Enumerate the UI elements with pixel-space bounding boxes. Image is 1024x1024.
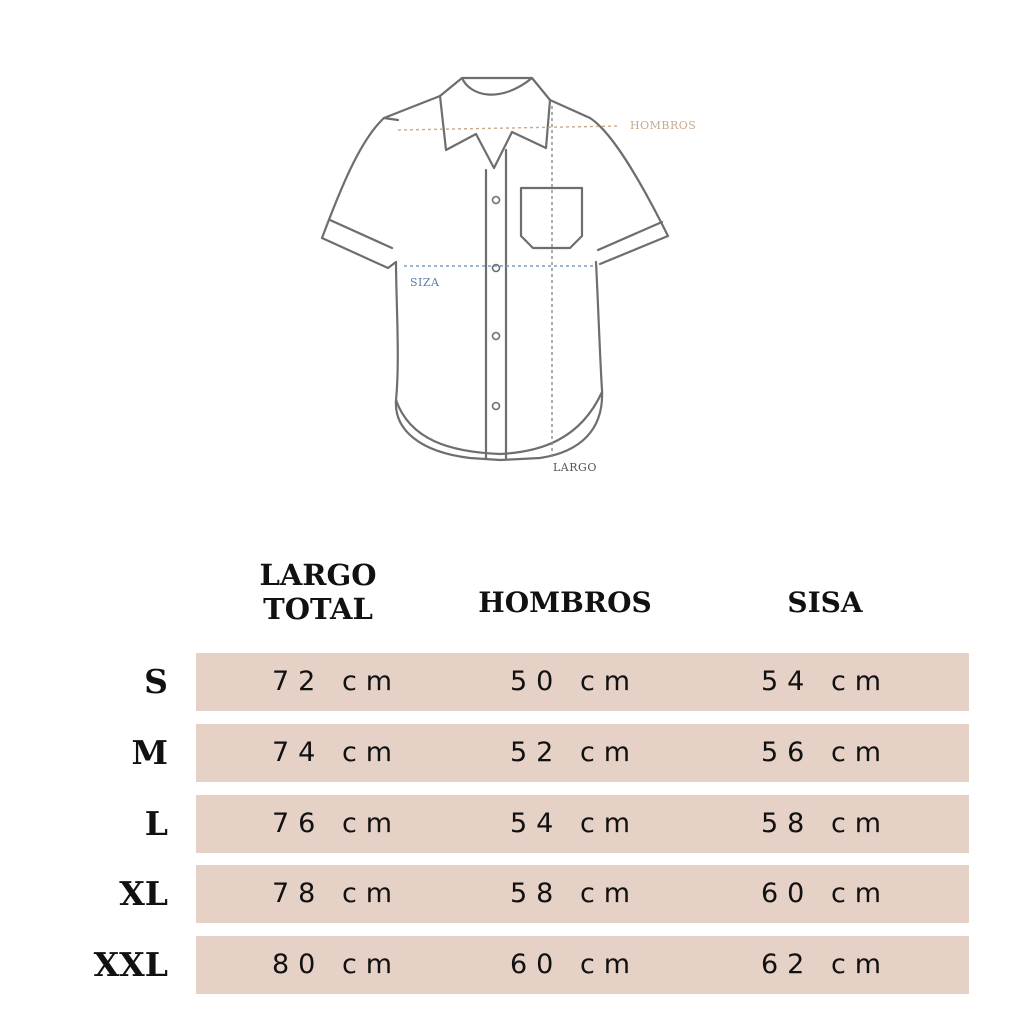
size-label: S bbox=[144, 662, 168, 701]
sisa-value: 58 cm bbox=[761, 808, 891, 839]
right-shoulder bbox=[550, 100, 590, 118]
hombros-value: 54 cm bbox=[510, 808, 640, 839]
sisa-value: 54 cm bbox=[761, 666, 891, 697]
left-body-side bbox=[396, 262, 500, 460]
hombros-guide bbox=[398, 126, 620, 130]
largo-value: 78 cm bbox=[272, 878, 402, 909]
size-row-xxl bbox=[0, 936, 1024, 994]
largo-value: 76 cm bbox=[272, 808, 402, 839]
hombros-value: 60 cm bbox=[510, 949, 640, 980]
size-label: XL bbox=[119, 874, 168, 913]
button-1 bbox=[493, 197, 500, 204]
hombros-label: HOMBROS bbox=[630, 119, 697, 132]
hombros-value: 52 cm bbox=[510, 737, 640, 768]
sisa-value: 62 cm bbox=[761, 949, 891, 980]
header-sisa: SISA bbox=[787, 586, 863, 619]
right-body-side bbox=[500, 262, 602, 460]
largo-label: LARGO bbox=[553, 461, 597, 474]
size-label: M bbox=[131, 733, 168, 772]
size-row-m bbox=[0, 724, 1024, 782]
sisa-value: 56 cm bbox=[761, 737, 891, 768]
size-row-l bbox=[0, 795, 1024, 853]
header-largo-line1: LARGO bbox=[259, 558, 377, 592]
shirt-diagram bbox=[0, 0, 1024, 500]
largo-value: 72 cm bbox=[272, 666, 402, 697]
siza-label: SIZA bbox=[410, 276, 440, 289]
size-label: XXL bbox=[93, 945, 168, 984]
sisa-value: 60 cm bbox=[761, 878, 891, 909]
hombros-value: 58 cm bbox=[510, 878, 640, 909]
right-sleeve bbox=[590, 118, 668, 264]
button-3 bbox=[493, 333, 500, 340]
header-hombros: HOMBROS bbox=[478, 586, 652, 619]
size-row-xl bbox=[0, 865, 1024, 923]
size-label: L bbox=[144, 804, 168, 843]
header-largo-line2: TOTAL bbox=[263, 592, 373, 626]
largo-value: 80 cm bbox=[272, 949, 402, 980]
largo-value: 74 cm bbox=[272, 737, 402, 768]
size-row-s bbox=[0, 653, 1024, 711]
hem-line bbox=[396, 392, 602, 454]
header-largo-total bbox=[228, 558, 408, 626]
left-shoulder bbox=[384, 96, 440, 118]
hombros-value: 50 cm bbox=[510, 666, 640, 697]
collar bbox=[440, 78, 550, 168]
button-4 bbox=[493, 403, 500, 410]
